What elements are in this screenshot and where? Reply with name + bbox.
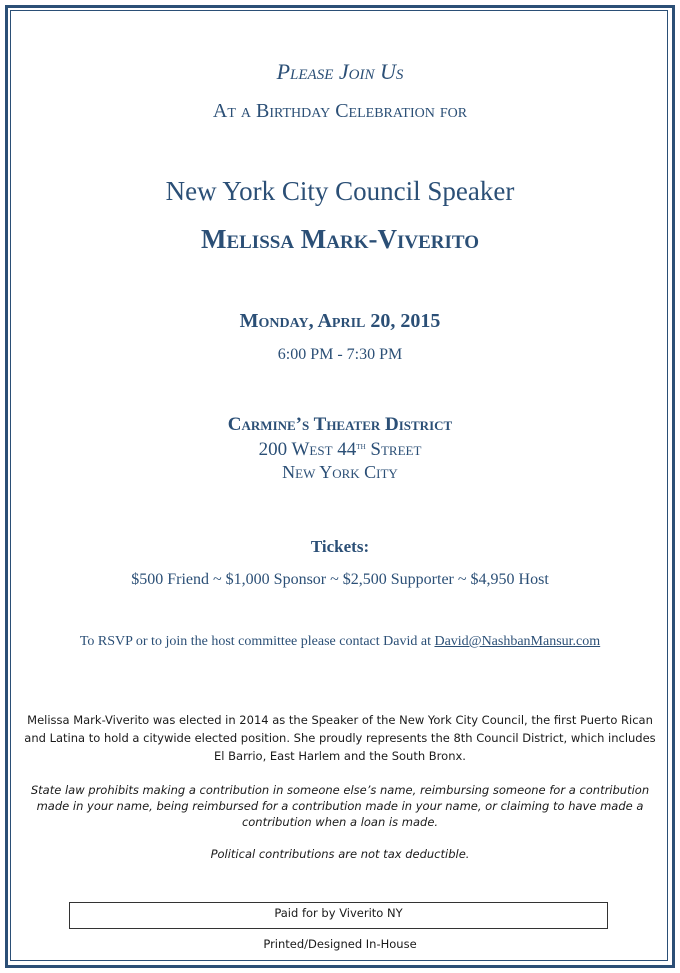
speaker-name: Melissa Mark-Viverito [200,224,480,254]
ticket-levels: $500 Friend ~ $1,000 Sponsor ~ $2,500 Supporter ~ $4,950 Host [131,571,549,588]
rsvp-email-link[interactable]: David@NashbanMansur.com [434,634,601,649]
printed-note: Printed/Designed In-House [263,937,417,951]
rsvp-text: To RSVP or to join the host committee please contact David at [79,634,435,649]
paid-for-text: Paid for by Viverito NY [274,906,403,920]
tax-note: Political contributions are not tax deductible. [210,847,470,861]
street-suffix: th [356,441,366,452]
speaker-title: New York City Council Speaker [165,176,515,206]
event-date: Monday, April 20, 2015 [239,310,441,332]
event-time: 6:00 PM - 7:30 PM [277,346,403,363]
celebration-heading: At a Birthday Celebration for [212,100,468,122]
venue-name: Carmine’s Theater District [227,414,453,435]
bio-paragraph: Melissa Mark-Viverito was elected in 2014 as the Speaker of the New York City Council, the first Puerto Rican and Latina to hold a citywide elected position. She proudly represents the 8th Council District, which includes El Barrio, East Harlem and the South Bronx. [24,713,656,763]
tickets-heading: Tickets: [310,537,370,556]
street-number: 200 West 44 [258,439,357,460]
street-name: Street [365,439,422,460]
please-join-heading: Please Join Us [276,59,404,84]
venue-city: New York City [282,462,398,482]
rsvp-line [0,634,680,650]
state-law-disclaimer: State law prohibits making a contribution in someone else’s name, reimbursing someone for a contribution made in your name, being reimbursed for a contribution made in your name, or claiming to have made a contribution when a loan is made. [30,783,650,829]
venue-street [0,439,680,461]
